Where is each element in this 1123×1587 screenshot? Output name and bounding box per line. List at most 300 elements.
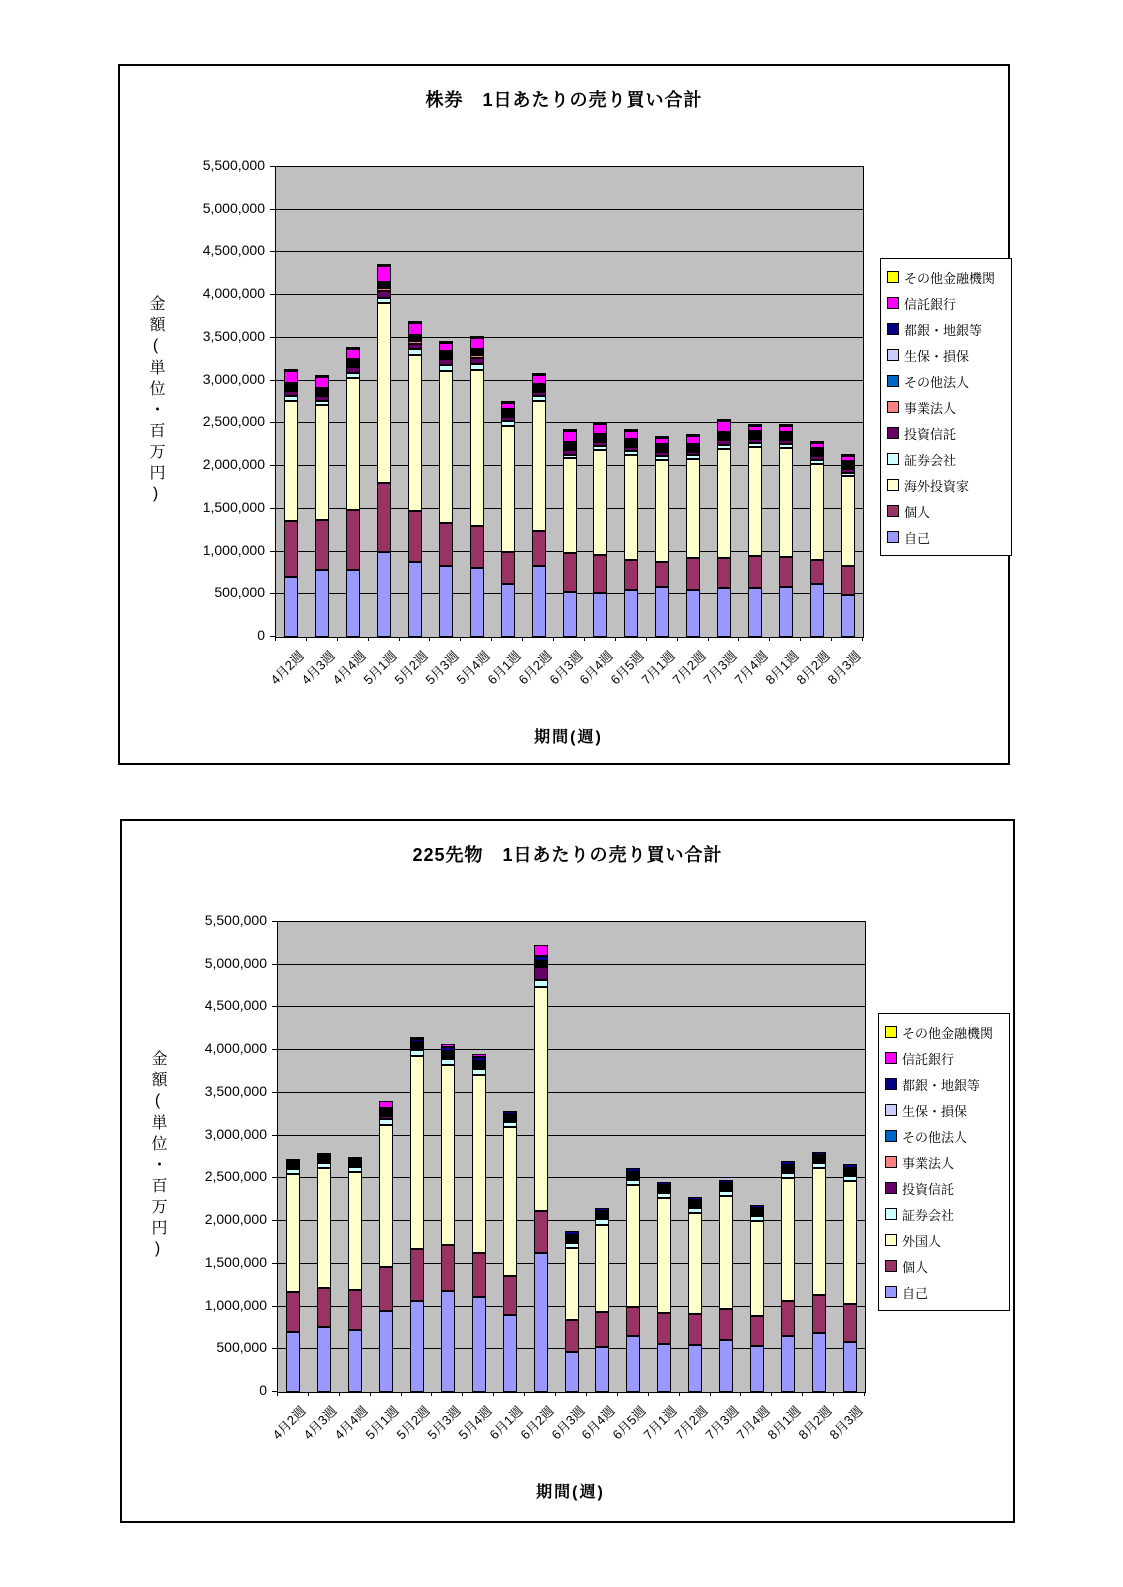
x-axis-tick [738,637,739,641]
bar-segment-信託銀行 [655,438,669,445]
bar-segment-自己 [748,588,762,637]
bar-segment-海外投資家 [717,449,731,558]
x-axis-tick [522,637,523,641]
legend-swatch-icon [887,531,899,543]
bar-segment-投資信託 [534,967,548,980]
x-tick-label: 6月3週 [546,648,586,688]
bar-column [624,429,638,637]
bar-segment-海外投資家 [470,370,484,526]
bar-segment-個人 [657,1313,671,1344]
bar-segment-信託銀行 [315,377,329,388]
legend-label: 個人 [902,1259,929,1275]
bar-segment-自己 [626,1336,640,1392]
gridline [276,251,863,252]
bar-segment-信託銀行 [377,266,391,282]
x-tick-label: 5月1週 [360,648,400,688]
x-tick-label: 4月2週 [267,648,308,688]
legend-label: 自己 [904,530,931,546]
legend-item [884,498,1008,524]
bar-segment-自己 [472,1297,486,1392]
legend-label: その他法人 [902,1129,968,1145]
bar-column [593,422,607,637]
bar-segment-個人 [719,1309,733,1340]
bar-column [565,1231,579,1392]
x-tick-label: 7月4週 [731,648,771,688]
x-tick-label: 7月1週 [638,648,678,688]
legend-item [882,1019,1006,1045]
bar-segment-外国人 [379,1125,393,1268]
bar-segment-個人 [812,1295,826,1333]
bar-segment-外国人 [348,1172,362,1291]
bar-segment-個人 [748,556,762,588]
bar-segment-信託銀行 [284,371,298,383]
legend-item [882,1227,1006,1253]
bar-segment-信託銀行 [717,421,731,432]
legend-label: 投資信託 [904,426,957,442]
bar-column [810,441,824,637]
bar-segment-外国人 [781,1178,795,1301]
bar-segment-個人 [472,1253,486,1297]
legend-swatch-icon [885,1234,897,1246]
bar-segment-個人 [624,560,638,590]
bar-segment-個人 [781,1301,795,1336]
bar-segment-海外投資家 [501,426,515,552]
bar-segment-自己 [565,1352,579,1392]
bar-segment-海外投資家 [284,401,298,521]
y-tick-label: 1,500,000 [204,1253,267,1270]
legend-label: 外国人 [902,1233,942,1249]
bar-segment-信託銀行 [534,945,548,956]
x-tick-label: 6月5週 [609,1403,650,1443]
x-tick-label: 6月1週 [486,1403,526,1443]
x-axis-tick [802,1392,803,1396]
y-axis-tick [272,1263,277,1264]
x-axis-tick [800,637,801,641]
x-tick-label: 7月3週 [702,1403,742,1443]
x-tick-label: 5月2週 [391,648,431,688]
bar-column [408,321,422,637]
bar-segment-個人 [315,520,329,570]
x-axis-tick [399,637,400,641]
x-axis-tick [740,1392,741,1396]
legend-item [884,368,1008,394]
legend-label: 信託銀行 [902,1051,955,1067]
bar-segment-自己 [379,1311,393,1392]
bar-segment-外国人 [565,1248,579,1321]
bar-column [626,1168,640,1392]
legend-swatch-icon [885,1052,897,1064]
bar-column [439,341,453,637]
y-axis-tick [272,1135,277,1136]
bar-segment-個人 [843,1304,857,1342]
bar-segment-外国人 [317,1168,331,1288]
bar-segment-自己 [441,1291,455,1392]
legend-label: 都銀・地銀等 [902,1077,981,1093]
y-axis-tick [272,1348,277,1349]
bar-segment-自己 [593,593,607,637]
bar-segment-自己 [503,1315,517,1392]
gridline [276,294,863,295]
gridline [278,1135,865,1136]
x-axis-tick [370,1392,371,1396]
bar-segment-信託銀行 [624,431,638,439]
bar-segment-信託銀行 [593,424,607,434]
legend-swatch-icon [885,1130,897,1142]
x-tick-label: 6月3週 [548,1403,588,1443]
bar-segment-個人 [686,558,700,590]
legend-item [882,1123,1006,1149]
bar-column [410,1037,424,1392]
bar-segment-個人 [593,555,607,593]
bar-segment-個人 [408,511,422,562]
bar-segment-自己 [346,570,360,637]
bar-segment-自己 [595,1347,609,1392]
x-tick-label: 8月1週 [762,648,802,688]
bar-column [286,1159,300,1392]
y-tick-label: 2,500,000 [204,1168,267,1185]
x-tick-label: 5月2週 [393,1403,433,1443]
x-axis-tick [368,637,369,641]
x-tick-label: 8月3週 [824,648,864,688]
bar-segment-自己 [657,1344,671,1392]
bar-segment-自己 [377,552,391,637]
x-axis-tick [677,637,678,641]
gridline [278,1177,865,1178]
bar-segment-自己 [812,1333,826,1392]
x-tick-label: 7月4週 [733,1403,773,1443]
legend-item [884,472,1008,498]
y-axis-tick [270,465,275,466]
bar-segment-個人 [439,523,453,566]
y-axis-tick [270,209,275,210]
legend-item [884,446,1008,472]
y-tick-label: 500,000 [214,584,265,601]
bar-segment-個人 [441,1245,455,1291]
legend-label: 都銀・地銀等 [904,322,983,338]
legend-label: 自己 [902,1285,929,1301]
y-tick-label: 2,500,000 [202,413,265,430]
bar-segment-外国人 [626,1185,640,1307]
bar-segment-外国人 [812,1168,826,1295]
legend-label: 海外投資家 [904,478,970,494]
bar-segment-自己 [841,595,855,637]
bar-segment-個人 [377,483,391,551]
legend-swatch-icon [885,1078,897,1090]
bar-segment-個人 [284,521,298,577]
bar-segment-自己 [317,1327,331,1392]
chart-title: 株券 1日あたりの売り買い合計 [425,90,703,110]
x-axis-tick [277,1392,278,1396]
bar-segment-自己 [719,1340,733,1392]
bar-segment-自己 [348,1330,362,1392]
y-tick-label: 3,000,000 [202,370,265,387]
legend [880,258,1012,556]
bar-segment-自己 [470,568,484,637]
x-axis-tick [429,637,430,641]
x-axis-tick [710,1392,711,1396]
x-axis-tick [769,637,770,641]
legend-label: 個人 [904,504,931,520]
bar-segment-外国人 [503,1127,517,1276]
bar-segment-海外投資家 [686,459,700,558]
bar-segment-信託銀行 [470,338,484,348]
bar-column [843,1164,857,1392]
x-tick-label: 4月3週 [300,1403,341,1443]
bar-column [812,1152,826,1392]
legend-swatch-icon [885,1026,897,1038]
bar-segment-個人 [655,562,669,587]
legend-item [882,1201,1006,1227]
bar-segment-個人 [348,1290,362,1330]
x-tick-label: 6月1週 [484,648,524,688]
legend-label: 信託銀行 [904,296,957,312]
y-axis-tick [270,422,275,423]
x-axis-tick [337,637,338,641]
x-axis-tick [646,637,647,641]
bar-segment-自己 [501,584,515,637]
legend-item [884,342,1008,368]
y-tick-label: 5,500,000 [202,157,265,173]
x-axis-tick [491,637,492,641]
bar-segment-海外投資家 [841,476,855,566]
legend-item [884,420,1008,446]
legend-swatch-icon [885,1208,897,1220]
bar-column [717,419,731,637]
bar-column [379,1101,393,1392]
legend-swatch-icon [887,427,899,439]
x-axis-tick [771,1392,772,1396]
x-axis-title: 期間(週) [536,1484,605,1501]
legend-item [882,1279,1006,1305]
bar-segment-自己 [717,588,731,637]
legend-label: その他金融機関 [902,1025,994,1041]
legend-item [884,316,1008,342]
bar-column [534,945,548,1392]
bar-segment-自己 [779,587,793,637]
bar-column [503,1111,517,1392]
bar-column [779,424,793,637]
bar-segment-信託銀行 [439,343,453,351]
y-axis-tick [270,593,275,594]
bar-column [346,347,360,638]
x-tick-label: 5月3週 [422,648,462,688]
x-axis-tick [708,637,709,641]
legend-label: 事業法人 [904,400,957,416]
x-axis-tick [462,1392,463,1396]
bar-column [472,1054,486,1392]
bar-segment-個人 [410,1249,424,1301]
legend-item [884,290,1008,316]
legend-item [882,1253,1006,1279]
bar-segment-海外投資家 [810,464,824,561]
bar-segment-海外投資家 [655,460,669,562]
x-tick-label: 6月2週 [517,1403,557,1443]
x-tick-label: 4月2週 [269,1403,310,1443]
y-tick-label: 5,000,000 [202,199,265,216]
legend-item [884,394,1008,420]
legend-item [882,1175,1006,1201]
gridline [276,209,863,210]
x-axis-tick [553,637,554,641]
bar-segment-海外投資家 [748,447,762,556]
legend-swatch-icon [887,323,899,335]
y-axis-tick [272,1049,277,1050]
y-tick-label: 4,500,000 [204,997,267,1014]
bar-segment-個人 [779,557,793,587]
y-axis-tick [270,251,275,252]
bar-column [841,454,855,637]
y-axis-tick [270,380,275,381]
legend-item [882,1071,1006,1097]
legend-label: 証券会社 [904,452,957,468]
legend-swatch-icon [887,271,899,283]
y-axis-tick [272,1220,277,1221]
x-axis-tick [339,1392,340,1396]
legend-swatch-icon [885,1104,897,1116]
bar-column [284,369,298,637]
x-axis-tick [615,637,616,641]
bar-column [348,1157,362,1392]
plot-area [277,921,866,1393]
legend-swatch-icon [885,1182,897,1194]
x-tick-label: 8月2週 [795,1403,835,1443]
bar-segment-自己 [534,1253,548,1392]
bar-segment-自己 [655,587,669,637]
bar-segment-個人 [470,526,484,568]
bar-segment-外国人 [286,1174,300,1292]
legend-swatch-icon [887,479,899,491]
y-tick-label: 0 [257,627,265,643]
x-tick-label: 6月2週 [515,648,555,688]
legend-swatch-icon [885,1260,897,1272]
bar-segment-個人 [626,1307,640,1336]
y-axis-title: 金額(単位・百万円) [147,295,164,507]
bar-segment-海外投資家 [346,378,360,510]
bar-segment-個人 [595,1312,609,1347]
bar-segment-個人 [346,510,360,571]
x-axis-tick [431,1392,432,1396]
gridline [276,380,863,381]
bar-column [748,424,762,637]
x-axis-tick [648,1392,649,1396]
x-tick-label: 8月3週 [826,1403,866,1443]
bar-segment-自己 [286,1332,300,1392]
legend-label: その他法人 [904,374,970,390]
x-tick-label: 7月3週 [700,648,740,688]
bar-column [315,375,329,637]
y-axis-tick [272,1177,277,1178]
bar-segment-個人 [317,1288,331,1327]
bar-segment-投資信託 [377,291,391,298]
y-tick-label: 0 [259,1382,267,1398]
gridline [278,964,865,965]
bar-column [595,1208,609,1392]
y-tick-label: 4,500,000 [202,242,265,259]
legend-label: 事業法人 [902,1155,955,1171]
legend-swatch-icon [887,375,899,387]
legend-swatch-icon [887,505,899,517]
bar-segment-個人 [565,1320,579,1352]
x-tick-label: 6月5週 [607,648,648,688]
bar-segment-外国人 [410,1056,424,1249]
bar-segment-海外投資家 [439,371,453,524]
x-axis-tick [586,1392,587,1396]
y-tick-label: 500,000 [216,1339,267,1356]
bar-segment-個人 [286,1292,300,1332]
x-axis-title: 期間(週) [534,729,603,746]
bar-column [441,1044,455,1392]
bar-segment-自己 [532,566,546,637]
x-tick-label: 8月1週 [764,1403,804,1443]
gridline [278,1006,865,1007]
bar-segment-個人 [563,553,577,591]
bar-segment-個人 [379,1267,393,1311]
y-tick-label: 3,500,000 [204,1082,267,1099]
bar-segment-信託銀行 [346,349,360,359]
x-tick-label: 6月4週 [576,648,617,688]
bar-column [377,264,391,637]
x-axis-tick [524,1392,525,1396]
bar-column [317,1153,331,1392]
bar-segment-海外投資家 [377,303,391,483]
legend-swatch-icon [887,453,899,465]
legend-item [882,1149,1006,1175]
x-tick-label: 5月3週 [424,1403,464,1443]
x-axis-tick [864,1392,865,1396]
x-tick-label: 4月4週 [329,648,369,688]
y-tick-label: 5,500,000 [204,912,267,928]
legend-label: 生保・損保 [904,348,970,364]
y-axis-tick [272,1006,277,1007]
bar-segment-信託銀行 [686,436,700,444]
bar-segment-信託銀行 [408,323,422,335]
plot-area [275,166,864,638]
y-tick-label: 5,000,000 [204,954,267,971]
bar-segment-外国人 [688,1213,702,1315]
bar-column [750,1205,764,1392]
y-tick-label: 2,000,000 [202,456,265,473]
y-axis-tick [270,294,275,295]
legend-label: 生保・損保 [902,1103,968,1119]
bar-segment-外国人 [843,1181,857,1305]
bar-segment-自己 [284,577,298,637]
bar-segment-自己 [563,592,577,637]
bar-segment-個人 [532,531,546,566]
legend-label: 証券会社 [902,1207,955,1223]
x-axis-tick [493,1392,494,1396]
x-axis-tick [862,637,863,641]
bar-segment-個人 [717,558,731,588]
legend-swatch-icon [887,297,899,309]
legend-item [882,1097,1006,1123]
x-tick-label: 7月1週 [640,1403,680,1443]
x-axis-tick [275,637,276,641]
bar-column [688,1197,702,1392]
legend [878,1013,1010,1311]
bar-segment-自己 [843,1342,857,1392]
bar-segment-自己 [688,1345,702,1392]
legend-swatch-icon [885,1156,897,1168]
gridline [278,1220,865,1221]
legend-swatch-icon [887,401,899,413]
legend-item [884,264,1008,290]
legend-item [884,524,1008,550]
y-tick-label: 4,000,000 [204,1040,267,1057]
y-tick-label: 1,500,000 [202,498,265,515]
stock-chart [118,64,1010,765]
bar-segment-外国人 [595,1225,609,1312]
bar-column [686,434,700,637]
